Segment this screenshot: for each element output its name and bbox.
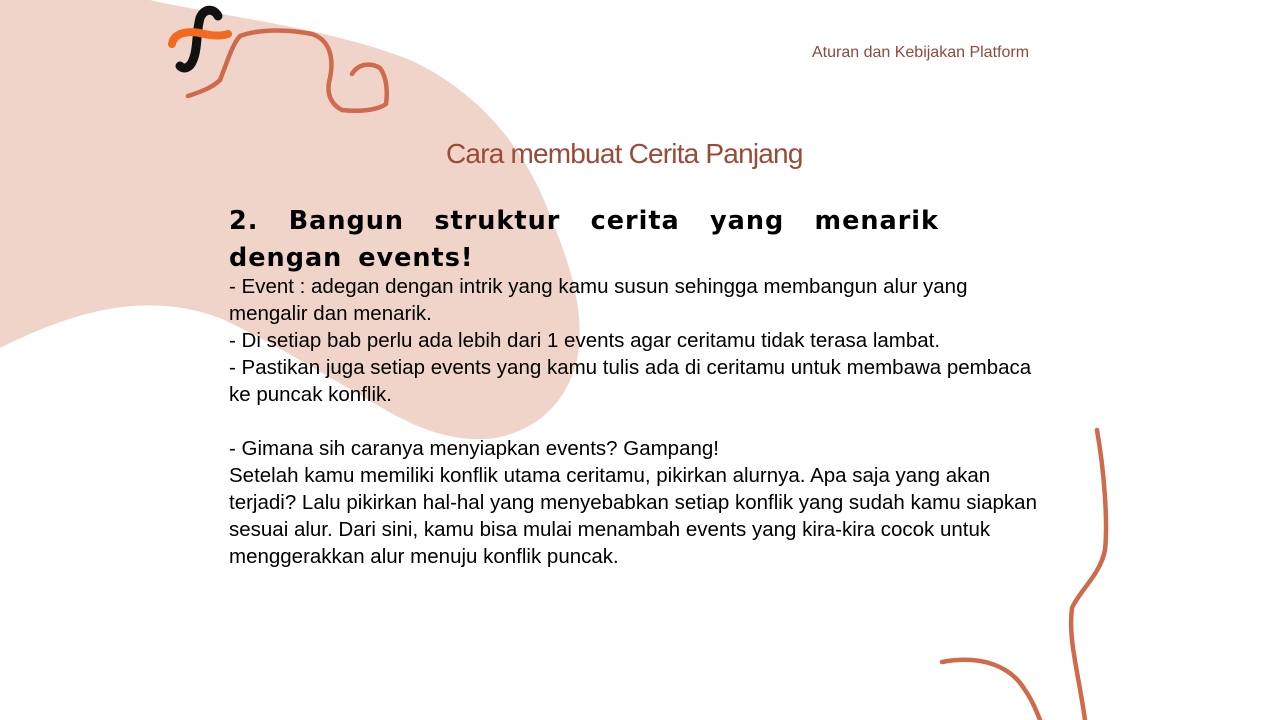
paragraph-explanation: Setelah kamu memiliki konflik utama ceritamu, pikirkan alurnya. Apa saja yang akan terjadi? Lalu pikirkan hal-hal yang menyebabkan setiap konflik yang sudah kamu siapkan sesuai alur. Dari sini, kamu bisa mulai menambah events yang kira-kira cocok untuk menggerakkan alur menuju konflik puncak. [229,464,1043,568]
slide-body [229,203,1049,570]
doodle-line-right [1071,430,1106,720]
slide-title: Cara membuat Cerita Panjang [446,138,803,169]
paragraph-spacer [229,408,1049,435]
section-heading: 2. Bangun struktur cerita yang menarik dengan events! [229,206,939,273]
paragraph-event-definition: - Event : adegan dengan intrik yang kamu susun sehingga membangun alur yang mengalir dan menarik. [229,275,974,325]
fizzo-f-logo-icon [168,4,238,74]
paragraph-events-per-chapter: - Di setiap bab perlu ada lebih dari 1 events agar ceritamu tidak terasa lambat. [229,329,941,352]
paragraph-question: - Gimana sih caranya menyiapkan events? Gampang! [229,437,719,460]
paragraph-events-to-climax: - Pastikan juga setiap events yang kamu tulis ada di ceritamu untuk membawa pembaca ke puncak konflik. [229,356,1037,406]
header-label: Aturan dan Kebijakan Platform [812,44,1030,61]
doodle-line-bottom [942,660,1040,720]
